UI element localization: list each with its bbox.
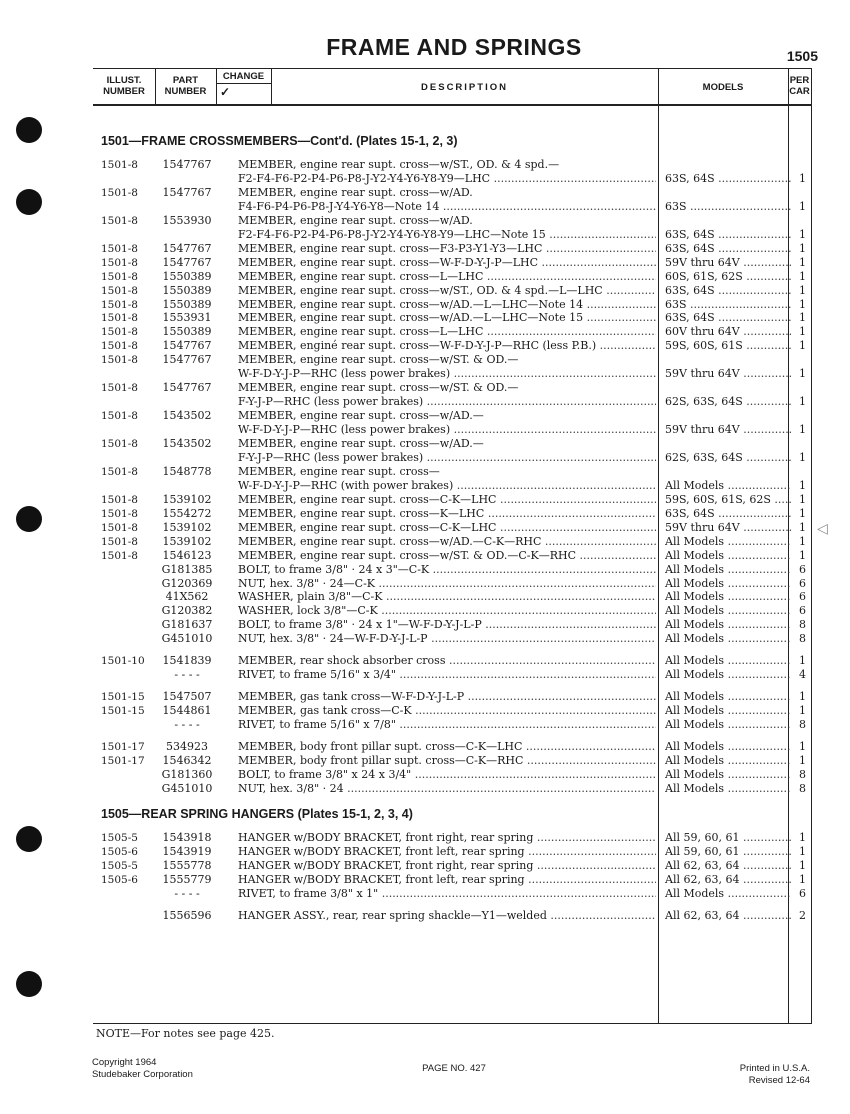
per-car: 1: [799, 367, 806, 381]
models: 59V thru 64V .....: [665, 521, 791, 535]
table-row: [0, 339, 850, 353]
illus-number: 1501-8: [101, 410, 138, 423]
part-number: G120382: [161, 604, 213, 618]
part-number: G181637: [161, 618, 213, 632]
description: HANGER w/BODY BRACKET, front left, rear spring .....: [238, 845, 656, 859]
table-row: [0, 563, 850, 577]
description: F2-F4-F6-P2-P4-P6-P8-J-Y2-Y4-Y6-Y8-Y9—LHC—Note 15 .....: [238, 228, 656, 242]
table-row: [0, 367, 850, 381]
illus-number: 1501-15: [101, 691, 145, 704]
table-row: [0, 690, 850, 704]
table-row: [0, 754, 850, 768]
per-car: 6: [799, 886, 806, 900]
table-row: [0, 535, 850, 549]
part-number: 534923: [166, 740, 208, 753]
table-row: [0, 873, 850, 887]
models: All Models .....: [665, 563, 791, 577]
page-title: FRAME AND SPRINGS: [326, 34, 582, 60]
illus-number: 1501-8: [101, 465, 138, 478]
table-row: [0, 256, 850, 270]
illus-number: 1501-8: [101, 312, 138, 325]
illus-number: 1501-8: [101, 186, 138, 199]
per-car: 8: [799, 781, 806, 795]
per-car: 8: [799, 632, 806, 646]
header-per-car: PER CAR: [789, 75, 810, 97]
description: WASHER, plain 3/8"—C-K .....: [238, 590, 656, 604]
part-number: 1553930: [162, 213, 212, 227]
models: 60S, 61S, 62S .....: [665, 270, 791, 284]
models: 63S .....: [665, 298, 791, 312]
description: MEMBER, gas tank cross—W-F-D-Y-J-L-P .....: [238, 690, 656, 704]
part-number: 1543502: [162, 437, 212, 450]
header-part-number: PART NUMBER: [164, 75, 207, 97]
per-car: 8: [799, 767, 806, 781]
description: F-Y-J-P—RHC (less power brakes) .....: [238, 395, 656, 409]
printed-info: Printed in U.S.A. Revised 12-64: [739, 1063, 810, 1086]
models: All 59, 60, 61 .....: [665, 845, 791, 859]
illus-number: 1501-8: [101, 535, 138, 548]
per-car: 1: [799, 423, 806, 436]
table-row: [0, 200, 850, 214]
per-car: 1: [799, 492, 806, 506]
table-row: [0, 668, 850, 682]
description: MEMBER, engine rear supt. cross—w/AD.: [238, 213, 473, 227]
per-car: 1: [799, 654, 806, 668]
illus-number: 1505-5: [101, 859, 138, 872]
per-car: 1: [799, 297, 806, 311]
description: W-F-D-Y-J-P—RHC (less power brakes) .....: [238, 423, 656, 437]
models: All Models .....: [665, 768, 791, 782]
illus-number: 1501-8: [101, 549, 138, 562]
description: BOLT, to frame 3/8" · 24 x 3"—C-K .....: [238, 563, 656, 577]
per-car: 1: [799, 740, 806, 753]
description: MEMBER, engine rear supt. cross—K—LHC .....: [238, 507, 656, 521]
illus-number: 1501-8: [101, 382, 138, 395]
models: All 62, 63, 64 .....: [665, 873, 791, 887]
part-number: 1547767: [162, 353, 212, 367]
part-number: 1555779: [162, 872, 212, 886]
illus-number: 1505-5: [101, 832, 138, 844]
description: RIVET, to frame 3/8" x 1" .....: [238, 887, 656, 901]
models: 63S .....: [665, 200, 791, 214]
models: 63S, 64S .....: [665, 284, 791, 298]
per-car: 8: [799, 618, 806, 632]
description: W-F-D-Y-J-P—RHC (less power brakes) .....: [238, 367, 656, 381]
table-row: [0, 590, 850, 604]
models: 63S, 64S .....: [665, 311, 791, 325]
models: 62S, 63S, 64S .....: [665, 451, 791, 465]
description: MEMBER, rear shock absorber cross .....: [238, 654, 656, 668]
table-row: [0, 740, 850, 754]
models: 60V thru 64V .....: [665, 325, 791, 339]
description: MEMBER, engine rear supt. cross—w/ST., OD. & 4 spd.—L—LHC .....: [238, 284, 656, 298]
part-number: G120369: [161, 576, 213, 590]
part-number: 1547767: [162, 158, 212, 171]
part-number: 1546123: [162, 548, 212, 562]
per-car: 1: [799, 241, 806, 255]
header-top-rule: [93, 68, 812, 69]
table-row: [0, 172, 850, 186]
part-number: 1550389: [162, 283, 212, 297]
table-row: [0, 887, 850, 901]
description: F4-F6-P4-P6-P8-J-Y4-Y6-Y8—Note 14 .....: [238, 200, 656, 214]
per-car: 1: [799, 227, 806, 241]
description: MEMBER, engine rear supt. cross—w/AD.: [238, 185, 473, 199]
models: All Models .....: [665, 887, 791, 901]
description: MEMBER, engine rear supt. cross—C-K—LHC .....: [238, 521, 656, 535]
binder-hole: [16, 971, 42, 997]
per-car: 1: [799, 311, 806, 325]
description: HANGER w/BODY BRACKET, front right, rear spring .....: [238, 831, 656, 845]
description: MEMBER, engine rear supt. cross—w/AD.—L—LHC—Note 15 .....: [238, 311, 656, 325]
illus-number: 1501-15: [101, 705, 145, 718]
description: MEMBER, engine rear supt. cross—w/AD.—C-K—RHC .....: [238, 535, 656, 549]
table-row: [0, 782, 850, 796]
part-number: 1543502: [162, 409, 212, 423]
part-number: - - - -: [174, 886, 200, 900]
illus-number: 1501-8: [101, 507, 138, 520]
section-heading: 1505—REAR SPRING HANGERS (Plates 15-1, 2, 3, 4): [101, 807, 413, 821]
models: 59S, 60S, 61S, 62S .....: [665, 493, 791, 507]
description: MEMBER, engine rear supt. cross—w/AD.—: [238, 437, 484, 450]
margin-marker-icon: ◁: [817, 521, 828, 537]
page-no: PAGE NO. 427: [422, 1063, 486, 1074]
part-number: 1544861: [162, 704, 212, 718]
part-number: G451010: [161, 781, 213, 795]
part-number: 1539102: [162, 534, 212, 548]
models: All Models .....: [665, 632, 791, 646]
models: 63S, 64S .....: [665, 242, 791, 256]
models: All Models .....: [665, 577, 791, 591]
table-row: [0, 311, 850, 325]
illus-number: 1501-10: [101, 655, 145, 668]
table-row: [0, 423, 850, 437]
description: HANGER w/BODY BRACKET, front left, rear spring .....: [238, 873, 656, 887]
header-illus-number: ILLUST. NUMBER: [103, 75, 145, 97]
models: All Models .....: [665, 618, 791, 632]
models: All Models .....: [665, 668, 791, 682]
per-car: 1: [799, 754, 806, 767]
part-number: 1548778: [162, 464, 212, 478]
part-number: 1543919: [162, 845, 212, 858]
table-row: [0, 465, 850, 479]
models: All Models .....: [665, 590, 791, 604]
description: F-Y-J-P—RHC (less power brakes) .....: [238, 451, 656, 465]
table-row: [0, 507, 850, 521]
description: HANGER ASSY., rear, rear spring shackle—Y1—welded .....: [238, 909, 656, 923]
part-number: 41X562: [165, 590, 209, 604]
table-row: [0, 270, 850, 284]
table-row: [0, 298, 850, 312]
models: 59S, 60S, 61S .....: [665, 339, 791, 353]
models: 59V thru 64V .....: [665, 367, 791, 381]
description: RIVET, to frame 5/16" x 3/4" .....: [238, 668, 656, 682]
part-number: 1550389: [162, 297, 212, 311]
part-number: 1539102: [162, 520, 212, 534]
per-car: 6: [799, 576, 806, 590]
description: MEMBER, body front pillar supt. cross—C-K—LHC .....: [238, 740, 656, 754]
illus-number: 1501-8: [101, 340, 138, 353]
part-number: 1543918: [162, 831, 212, 844]
part-number: - - - -: [174, 718, 200, 732]
per-car: 1: [799, 269, 806, 283]
part-number: 1550389: [162, 325, 212, 339]
description: MEMBER, engine rear supt. cross—W-F-D-Y-J-P—LHC .....: [238, 256, 656, 270]
description: MEMBER, engine rear supt. cross—w/ST., OD. & 4 spd.—: [238, 158, 560, 171]
table-row: [0, 242, 850, 256]
per-car: 8: [799, 718, 806, 732]
header-change: CHANGE: [222, 71, 265, 82]
table-row: [0, 353, 850, 367]
part-number: G451010: [161, 632, 213, 646]
per-car: 4: [799, 668, 806, 682]
part-number: 1547507: [162, 690, 212, 704]
per-car: 1: [799, 831, 806, 844]
table-row: [0, 604, 850, 618]
per-car: 1: [799, 534, 806, 548]
table-row: [0, 451, 850, 465]
table-row: [0, 845, 850, 859]
notes-reference: NOTE—For notes see page 425.: [96, 1027, 275, 1040]
per-car: 1: [799, 283, 806, 297]
description: BOLT, to frame 3/8" · 24 x 1"—W-F-D-Y-J-L-P .....: [238, 618, 656, 632]
description: BOLT, to frame 3/8" x 24 x 3/4" .....: [238, 768, 656, 782]
models: All 62, 63, 64 .....: [665, 859, 791, 873]
description: NUT, hex. 3/8" · 24 .....: [238, 782, 656, 796]
table-row: [0, 768, 850, 782]
table-row: [0, 549, 850, 563]
description: MEMBER, engine rear supt. cross—w/ST. & OD.—: [238, 381, 519, 395]
per-car: 1: [799, 395, 806, 409]
check-mark-icon: ✓: [219, 85, 231, 99]
models: All 62, 63, 64 .....: [665, 909, 791, 923]
per-car: 6: [799, 590, 806, 604]
per-car: 1: [799, 845, 806, 858]
description: MEMBER, engine rear supt. cross—F3-P3-Y1-Y3—LHC .....: [238, 242, 656, 256]
per-car: 2: [799, 908, 806, 922]
per-car: 1: [799, 450, 806, 464]
per-car: 6: [799, 604, 806, 618]
models: 63S, 64S .....: [665, 228, 791, 242]
per-car: 1: [799, 199, 806, 213]
description: WASHER, lock 3/8"—C-K .....: [238, 604, 656, 618]
section-page-number: 1505: [786, 48, 818, 64]
per-car: 1: [799, 339, 806, 353]
per-car: 1: [799, 171, 806, 185]
table-row: [0, 409, 850, 423]
illus-number: 1501-8: [101, 326, 138, 339]
table-row: [0, 577, 850, 591]
illus-number: 1501-8: [101, 159, 138, 171]
table-row: [0, 284, 850, 298]
illus-number: 1505-6: [101, 873, 138, 886]
models: All Models .....: [665, 718, 791, 732]
per-car: 1: [799, 704, 806, 718]
models: All Models .....: [665, 654, 791, 668]
part-number: 1547767: [162, 255, 212, 269]
part-number: 1547767: [162, 241, 212, 255]
description: MEMBER, engine rear supt. cross—C-K—LHC .....: [238, 493, 656, 507]
description: F2-F4-F6-P2-P4-P6-P8-J-Y2-Y4-Y6-Y8-Y9—LHC .....: [238, 172, 656, 186]
illus-number: 1501-8: [101, 270, 138, 283]
description: MEMBER, engine rear supt. cross—: [238, 464, 440, 478]
illus-number: 1501-8: [101, 521, 138, 534]
models: All Models .....: [665, 704, 791, 718]
table-row: [0, 381, 850, 395]
per-car: 1: [799, 872, 806, 886]
models: All 59, 60, 61 .....: [665, 831, 791, 845]
description: MEMBER, engine rear supt. cross—w/AD.—: [238, 409, 484, 423]
description: MEMBER, engine rear supt. cross—L—LHC .....: [238, 325, 656, 339]
models: 63S, 64S .....: [665, 507, 791, 521]
models: All Models .....: [665, 782, 791, 796]
table-row: [0, 158, 850, 172]
copyright: Copyright 1964 Studebaker Corporation: [92, 1057, 193, 1080]
models: All Models .....: [665, 535, 791, 549]
table-row: [0, 654, 850, 668]
description: MEMBER, body front pillar supt. cross—C-K—RHC .....: [238, 754, 656, 768]
table-row: [0, 479, 850, 493]
per-car: 6: [799, 562, 806, 576]
description: MEMBER, engine rear supt. cross—w/ST. & OD.—: [238, 353, 519, 367]
part-number: 1541839: [162, 654, 212, 668]
description: W-F-D-Y-J-P—RHC (with power brakes) .....: [238, 479, 656, 493]
table-row: [0, 859, 850, 873]
description: RIVET, to frame 5/16" x 7/8" .....: [238, 718, 656, 732]
binder-hole: [16, 117, 42, 143]
table-row: [0, 437, 850, 451]
part-number: 1556596: [162, 908, 212, 922]
illus-number: 1501-8: [101, 438, 138, 450]
table-row: [0, 186, 850, 200]
description: MEMBER, gas tank cross—C-K .....: [238, 704, 656, 718]
part-number: 1553931: [162, 311, 212, 325]
per-car: 1: [799, 858, 806, 872]
models: 63S, 64S .....: [665, 172, 791, 186]
models: 59V thru 64V .....: [665, 256, 791, 270]
header-models: MODELS: [702, 82, 744, 93]
table-row: [0, 521, 850, 535]
table-row: [0, 493, 850, 507]
illus-number: 1501-8: [101, 242, 138, 255]
description: NUT, hex. 3/8" · 24—C-K .....: [238, 577, 656, 591]
table-row: [0, 704, 850, 718]
per-car: 1: [799, 325, 806, 339]
section-heading: 1501—FRAME CROSSMEMBERS—Cont'd. (Plates 15-1, 2, 3): [101, 134, 458, 148]
header-bottom-rule: [93, 104, 812, 106]
illus-number: 1501-8: [101, 354, 138, 367]
illus-number: 1501-8: [101, 298, 138, 311]
description: MEMBER, enginé rear supt. cross—W-F-D-Y-J-P—RHC (less P.B.) .....: [238, 339, 656, 353]
per-car: 1: [799, 690, 806, 704]
models: All Models .....: [665, 549, 791, 563]
illus-number: 1501-17: [101, 755, 145, 767]
models: All Models .....: [665, 479, 791, 493]
part-number: 1547767: [162, 339, 212, 353]
models: All Models .....: [665, 754, 791, 768]
per-car: 1: [799, 478, 806, 492]
table-row: [0, 632, 850, 646]
description: MEMBER, engine rear supt. cross—L—LHC .....: [238, 270, 656, 284]
part-number: G181360: [161, 767, 213, 781]
per-car: 1: [799, 255, 806, 269]
models: All Models .....: [665, 740, 791, 754]
illus-number: 1501-8: [101, 214, 138, 227]
illus-number: 1501-8: [101, 284, 138, 297]
description: NUT, hex. 3/8" · 24—W-F-D-Y-J-L-P .....: [238, 632, 656, 646]
illus-number: 1501-17: [101, 741, 145, 753]
part-number: 1550389: [162, 269, 212, 283]
part-number: - - - -: [174, 668, 200, 682]
table-row: [0, 618, 850, 632]
table-bottom-rule: [93, 1023, 812, 1024]
part-number: 1539102: [162, 492, 212, 506]
models: 62S, 63S, 64S .....: [665, 395, 791, 409]
illus-number: 1505-6: [101, 846, 138, 858]
table-row: [0, 214, 850, 228]
description: HANGER w/BODY BRACKET, front right, rear spring .....: [238, 859, 656, 873]
part-number: 1547767: [162, 185, 212, 199]
table-row: [0, 228, 850, 242]
table-row: [0, 909, 850, 923]
change-label-rule: [216, 83, 271, 84]
part-number: 1554272: [162, 506, 212, 520]
part-number: 1547767: [162, 381, 212, 395]
models: 59V thru 64V .....: [665, 423, 791, 437]
table-row: [0, 325, 850, 339]
per-car: 1: [799, 548, 806, 562]
models: All Models .....: [665, 604, 791, 618]
per-car: 1: [799, 506, 806, 520]
header-description: DESCRIPTION: [421, 82, 508, 93]
part-number: 1555778: [162, 858, 212, 872]
models: All Models .....: [665, 690, 791, 704]
table-row: [0, 718, 850, 732]
part-number: 1546342: [162, 754, 212, 767]
per-car: 1: [799, 520, 806, 534]
description: MEMBER, engine rear supt. cross—w/AD.—L—LHC—Note 14 .....: [238, 298, 656, 312]
table-row: [0, 395, 850, 409]
part-number: G181385: [161, 562, 213, 576]
description: MEMBER, engine rear supt. cross—w/ST. & OD.—C-K—RHC .....: [238, 549, 656, 563]
table-row: [0, 831, 850, 845]
illus-number: 1501-8: [101, 256, 138, 269]
illus-number: 1501-8: [101, 493, 138, 506]
